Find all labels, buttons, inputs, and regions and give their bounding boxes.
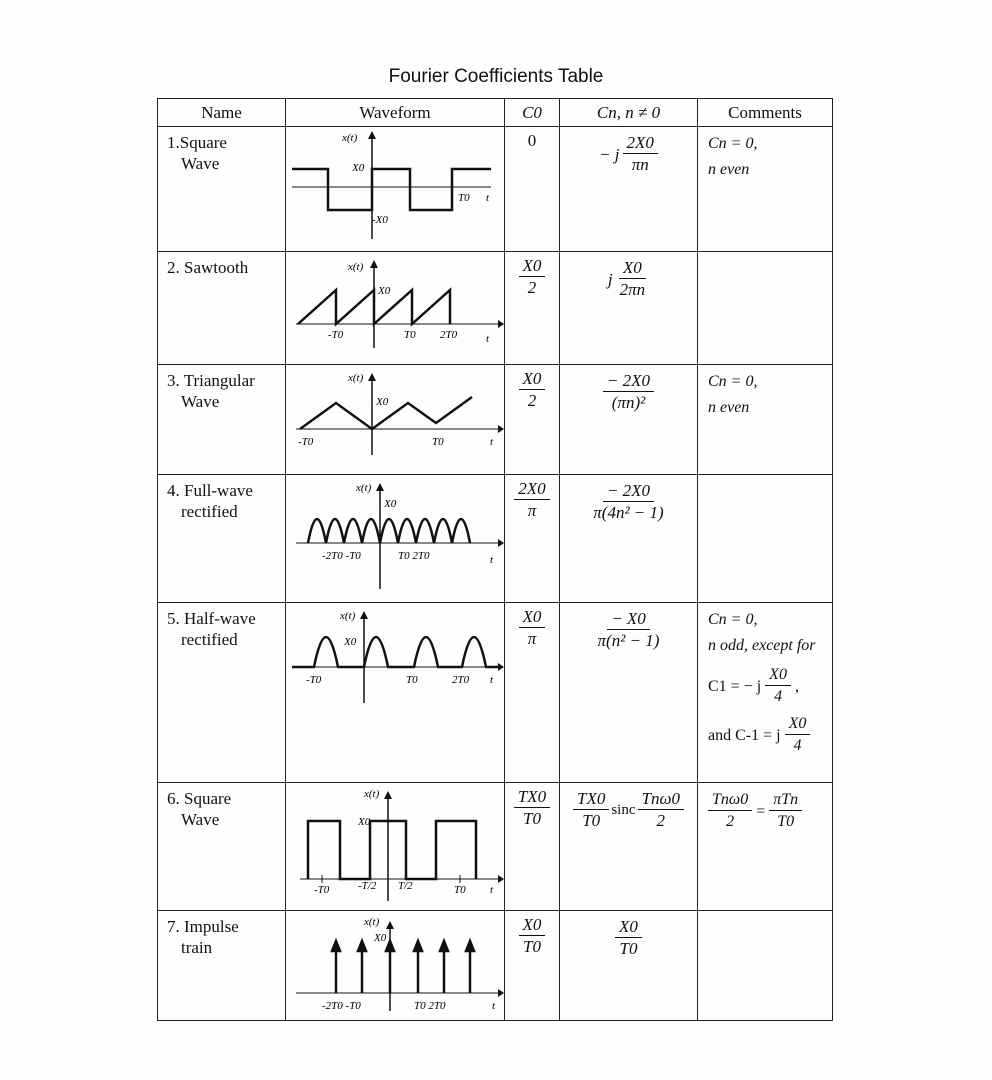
comment-formula <box>708 714 810 757</box>
comment-numerator-2: πTn <box>769 790 802 811</box>
axis-label-y: x(t) <box>356 482 372 494</box>
c0-cell <box>505 475 560 603</box>
cn-denominator: πn <box>631 155 649 174</box>
cn-numerator: X0 <box>615 917 642 938</box>
comments-cell <box>698 365 833 475</box>
cn-fraction <box>589 481 667 524</box>
page-title: Fourier Coefficients Table <box>388 66 604 87</box>
c0-fraction <box>514 787 550 830</box>
cn-denominator: T0 <box>619 939 638 958</box>
c0-denominator: π <box>527 501 537 520</box>
cn-fraction <box>573 789 609 832</box>
axis-label-t: t <box>490 554 494 566</box>
axis-label-y: x(t) <box>364 916 380 928</box>
table-row <box>158 365 833 475</box>
comment-line: n odd, except for <box>708 637 816 654</box>
cn-denominator: (πn)² <box>611 393 646 412</box>
period-label: T0 <box>458 192 470 204</box>
waveform-cell <box>286 911 505 1021</box>
axis-label-y: x(t) <box>364 788 380 800</box>
header-cn: Cn, n ≠ 0 <box>560 99 698 127</box>
comment-line: n even <box>708 399 750 416</box>
tick-label: -T/2 <box>358 880 377 892</box>
c0-fraction <box>519 915 546 958</box>
row-name-line2: train <box>181 938 213 957</box>
row-name-line2: Wave <box>181 154 220 173</box>
comment-formula-prefix: and C-1 = j <box>708 726 781 744</box>
fourier-table <box>157 98 833 1021</box>
cn-cell <box>560 911 698 1021</box>
tick-label: -2T0 -T0 <box>322 550 361 562</box>
header-comments: Comments <box>698 99 833 127</box>
row-name <box>158 603 286 783</box>
cn-expression <box>615 917 642 960</box>
tick-label: -T0 <box>306 674 322 686</box>
axis-label-t: t <box>490 436 494 448</box>
row-name-line1: 6. Square <box>167 789 232 808</box>
neg-amplitude-label: -X0 <box>372 214 388 226</box>
comment-formula <box>708 790 802 833</box>
row-name-line1: 4. Full-wave <box>167 481 253 500</box>
c0-denominator: 2 <box>527 391 537 410</box>
comment-fraction <box>785 714 811 757</box>
cn-denominator: π(4n² − 1) <box>593 503 664 522</box>
c0-cell <box>505 783 560 911</box>
comment-fraction-2 <box>769 790 802 833</box>
square-wave-graph <box>286 127 504 251</box>
comment-numerator: Tnω0 <box>708 790 752 811</box>
c0-denominator: 2 <box>527 278 537 297</box>
comments-cell <box>698 127 833 252</box>
comment-denominator: 4 <box>793 737 802 754</box>
row-name <box>158 783 286 911</box>
cn-fraction <box>623 133 658 176</box>
cn-numerator: TX0 <box>573 789 609 810</box>
cn-denominator-2: 2 <box>656 811 665 830</box>
row-name-line2: rectified <box>181 502 238 521</box>
comments-cell <box>698 475 833 603</box>
axis-label-y: x(t) <box>342 132 358 144</box>
half-wave-rectified-graph <box>286 603 504 713</box>
cn-expression <box>599 133 658 176</box>
sawtooth-graph <box>286 252 504 364</box>
axis-label-t: t <box>486 333 490 345</box>
comment-line: Cn = 0, <box>708 611 758 628</box>
row-name-line2: Wave <box>181 810 220 829</box>
header-name: Name <box>158 99 286 127</box>
tick-label: -2T0 -T0 <box>322 1000 361 1012</box>
waveform-cell <box>286 127 505 252</box>
row-name <box>158 252 286 365</box>
row-name-line1: 2. Sawtooth <box>167 258 249 277</box>
comment-line: Cn = 0, <box>708 135 758 152</box>
axis-label-t: t <box>486 192 490 204</box>
row-name <box>158 475 286 603</box>
header-waveform: Waveform <box>286 99 505 127</box>
waveform-cell <box>286 603 505 783</box>
waveform-cell <box>286 252 505 365</box>
cn-prefix: j <box>607 269 613 289</box>
cn-denominator: 2πn <box>619 280 646 299</box>
comment-denominator-2: T0 <box>777 813 795 830</box>
comment-fraction <box>708 790 752 833</box>
table-row <box>158 475 833 603</box>
row-name-line1: 1.Square <box>167 133 227 152</box>
cn-expression <box>589 481 667 524</box>
tick-label: T0 2T0 <box>398 550 430 562</box>
cn-numerator: − 2X0 <box>603 371 654 392</box>
comment-formula-prefix: C1 = − j <box>708 677 762 695</box>
axis-label-y: x(t) <box>340 610 356 622</box>
c0-denominator: π <box>527 629 537 648</box>
table-row <box>158 252 833 365</box>
cn-fraction-2 <box>638 789 684 832</box>
tick-label: T0 <box>404 329 416 341</box>
amplitude-label: X0 <box>352 162 365 174</box>
cn-fraction <box>616 258 650 301</box>
c0-numerator: X0 <box>519 915 546 936</box>
cn-cell <box>560 127 698 252</box>
tick-label: T0 2T0 <box>414 1000 446 1012</box>
comments-cell <box>698 911 833 1021</box>
cn-expression <box>603 371 654 414</box>
row-name-line2: rectified <box>181 630 238 649</box>
tick-label: 2T0 <box>440 329 458 341</box>
cn-numerator-2: Tnω0 <box>638 789 684 810</box>
comment-numerator: X0 <box>785 714 811 735</box>
table-row <box>158 783 833 911</box>
row-name-line1: 7. Impulse <box>167 917 239 936</box>
axis-label-t: t <box>492 1000 496 1012</box>
c0-value: 0 <box>527 131 537 150</box>
c0-numerator: TX0 <box>514 787 550 808</box>
cn-denominator: T0 <box>582 811 601 830</box>
waveform-cell <box>286 365 505 475</box>
c0-numerator: X0 <box>519 369 546 390</box>
cn-cell <box>560 365 698 475</box>
amplitude-label: X0 <box>378 285 391 297</box>
c0-fraction <box>519 369 546 412</box>
comments-cell <box>698 252 833 365</box>
waveform-cell <box>286 783 505 911</box>
full-wave-rectified-graph <box>286 475 504 601</box>
comment-formula-suffix: , <box>794 677 799 695</box>
comment-equals: = <box>756 802 766 820</box>
axis-label-t: t <box>490 674 494 686</box>
comment-fraction <box>765 665 791 708</box>
tick-label: T/2 <box>398 880 413 892</box>
tick-label: T0 <box>454 884 466 896</box>
axis-label-t: t <box>490 884 494 896</box>
table-row <box>158 603 833 783</box>
comment-denominator: 4 <box>774 688 783 705</box>
tick-label: 2T0 <box>452 674 470 686</box>
c0-cell <box>505 603 560 783</box>
comments-cell <box>698 783 833 911</box>
tick-label: T0 <box>432 436 444 448</box>
comment-line: n even <box>708 161 750 178</box>
cn-fraction <box>594 609 664 652</box>
comment-formula <box>708 665 799 708</box>
cn-prefix: − j <box>599 144 620 164</box>
comment-numerator: X0 <box>765 665 791 686</box>
c0-cell <box>505 911 560 1021</box>
cn-fraction <box>615 917 642 960</box>
tick-label: -T0 <box>328 329 344 341</box>
comment-denominator: 2 <box>726 813 735 830</box>
cn-numerator: 2X0 <box>623 133 658 154</box>
impulse-train-graph <box>286 911 504 1019</box>
amplitude-label: X0 <box>374 932 387 944</box>
tick-label: -T0 <box>298 436 314 448</box>
cn-sinc: sinc <box>611 802 636 818</box>
cn-expression <box>608 258 649 301</box>
row-name-line1: 3. Triangular <box>167 371 255 390</box>
amplitude-label: X0 <box>384 498 397 510</box>
c0-fraction <box>519 607 546 650</box>
comments-cell <box>698 603 833 783</box>
c0-numerator: 2X0 <box>514 479 549 500</box>
c0-numerator: X0 <box>519 607 546 628</box>
waveform-cell <box>286 475 505 603</box>
header-row <box>158 99 833 127</box>
header-c0: C0 <box>505 99 560 127</box>
amplitude-label: X0 <box>376 396 389 408</box>
tick-label: T0 <box>406 674 418 686</box>
cn-expression <box>573 789 684 832</box>
amplitude-label: X0 <box>344 636 357 648</box>
cn-fraction <box>603 371 654 414</box>
cn-cell <box>560 475 698 603</box>
c0-cell <box>505 252 560 365</box>
triangular-wave-graph <box>286 365 504 473</box>
row-name <box>158 127 286 252</box>
cn-expression <box>594 609 664 652</box>
amplitude-label: X0 <box>358 816 371 828</box>
cn-cell <box>560 783 698 911</box>
cn-cell <box>560 252 698 365</box>
cn-cell <box>560 603 698 783</box>
c0-denominator: T0 <box>523 809 541 828</box>
row-name <box>158 365 286 475</box>
row-name-line1: 5. Half-wave <box>167 609 256 628</box>
comment-line: Cn = 0, <box>708 373 758 390</box>
cn-numerator: − 2X0 <box>603 481 654 502</box>
row-name <box>158 911 286 1021</box>
table-row <box>158 127 833 252</box>
row-name-line2: Wave <box>181 392 220 411</box>
tick-label: -T0 <box>314 884 330 896</box>
c0-fraction <box>514 479 549 522</box>
axis-label-y: x(t) <box>348 372 364 384</box>
c0-denominator: T0 <box>523 937 541 956</box>
cn-numerator: X0 <box>619 258 646 279</box>
cn-denominator: π(n² − 1) <box>597 631 660 650</box>
table-row <box>158 911 833 1021</box>
c0-cell <box>505 365 560 475</box>
c0-cell <box>505 127 560 252</box>
c0-fraction <box>519 256 546 299</box>
c0-numerator: X0 <box>519 256 546 277</box>
cn-numerator: − X0 <box>607 609 650 630</box>
axis-label-y: x(t) <box>348 261 364 273</box>
pulse-train-graph <box>286 783 504 909</box>
